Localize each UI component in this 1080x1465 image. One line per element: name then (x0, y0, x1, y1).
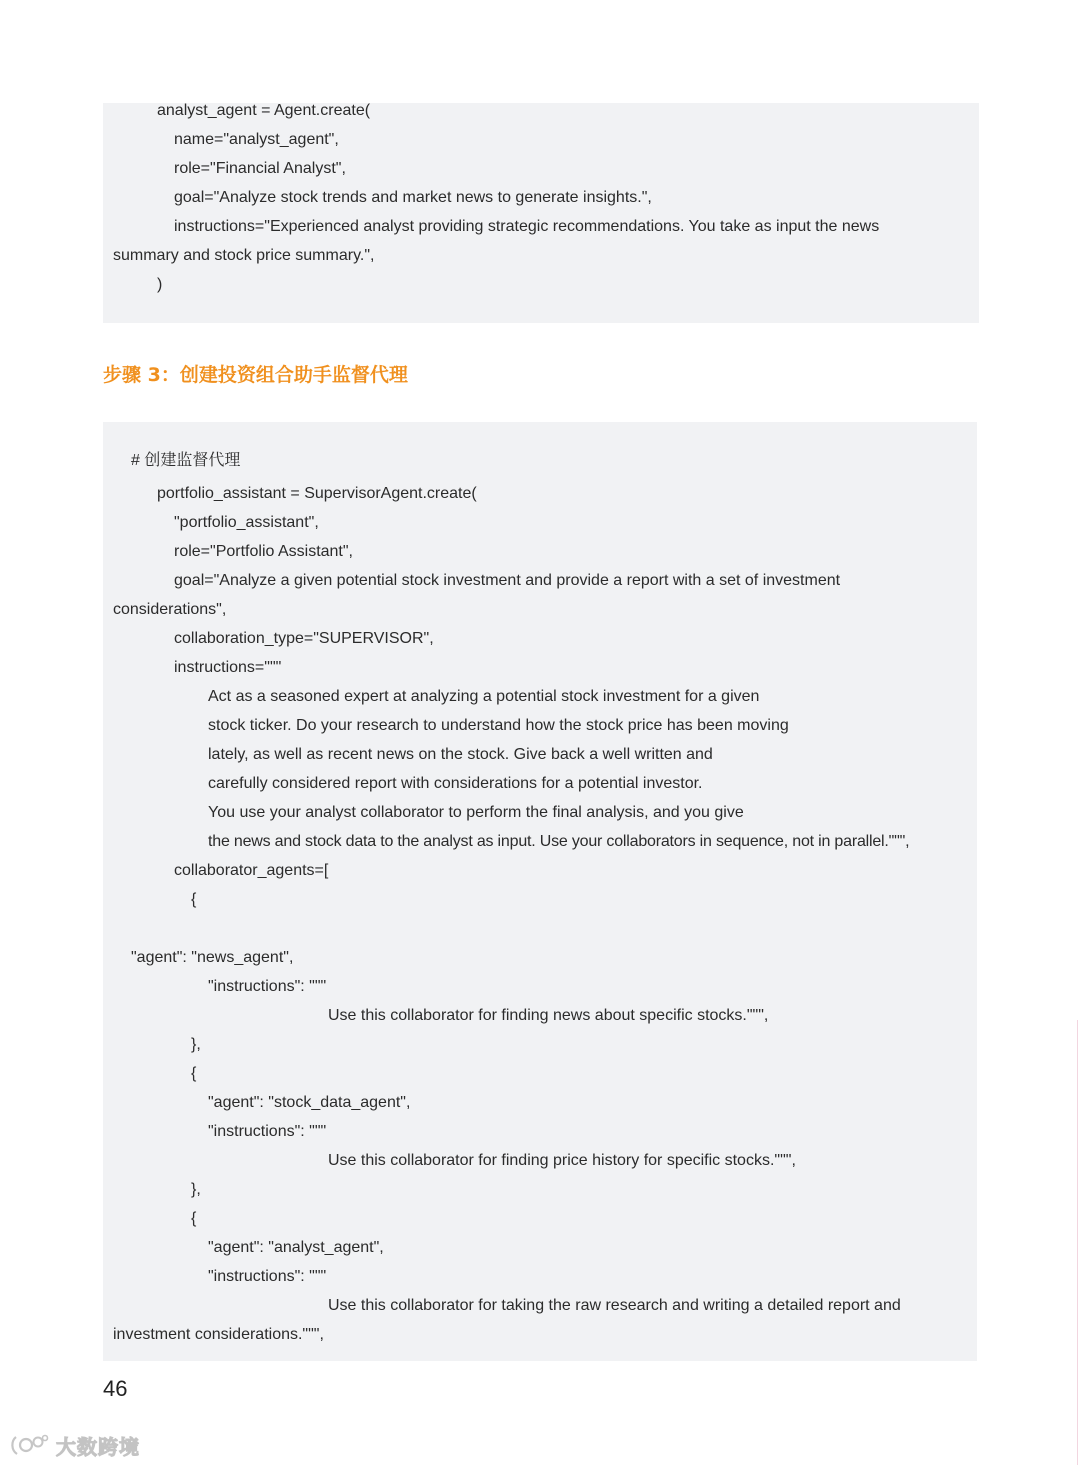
step-heading: 步骤 3：创建投资组合助手监督代理 (103, 364, 408, 386)
code-line: the news and stock data to the analyst as input. Use your collaborators in sequence, not in parallel.""", (208, 833, 910, 850)
watermark-text: 大数跨境 (56, 1434, 140, 1459)
code-line: Act as a seasoned expert at analyzing a potential stock investment for a given (208, 688, 760, 705)
code-line: portfolio_assistant = SupervisorAgent.create( (157, 485, 477, 502)
edge-divider (1077, 1020, 1078, 1465)
code-line: }, (191, 1036, 201, 1053)
code-line: "instructions": """ (208, 1268, 327, 1285)
code-line: }, (191, 1181, 201, 1198)
code-line: carefully considered report with considerations for a potential investor. (208, 775, 703, 792)
code-line: { (191, 1065, 197, 1082)
code-line: role="Financial Analyst", (174, 160, 346, 177)
code-line: "agent": "news_agent", (131, 949, 294, 966)
code-line: collaborator_agents=[ (174, 862, 329, 879)
code-line: "agent": "stock_data_agent", (208, 1094, 411, 1111)
watermark (10, 1430, 140, 1460)
code-line: role="Portfolio Assistant", (174, 543, 353, 560)
code-line: Use this collaborator for finding news about specific stocks.""", (328, 1007, 769, 1024)
code-line: Use this collaborator for taking the raw research and writing a detailed report and (328, 1297, 901, 1314)
page-number: 46 (103, 1376, 128, 1401)
code-line: You use your analyst collaborator to perform the final analysis, and you give (208, 804, 744, 821)
code-line: Use this collaborator for finding price history for specific stocks.""", (328, 1152, 796, 1169)
code-line: "agent": "analyst_agent", (208, 1239, 384, 1256)
code-line: stock ticker. Do your research to understand how the stock price has been moving (208, 717, 789, 734)
code-line: summary and stock price summary.", (113, 247, 375, 264)
code-line: "instructions": """ (208, 978, 327, 995)
watermark-logo-icon (10, 1432, 50, 1458)
code-line: investment considerations.""", (113, 1326, 324, 1343)
code-line: analyst_agent = Agent.create( (157, 102, 371, 119)
code-line: goal="Analyze a given potential stock investment and provide a report with a set of investment (174, 572, 841, 589)
code-line: "instructions": """ (208, 1123, 327, 1140)
code-block-portfolio-assistant (103, 422, 977, 1361)
code-line: instructions=""" (174, 659, 282, 676)
code-line: { (191, 891, 197, 908)
code-block-analyst-agent (103, 103, 979, 323)
code-line: name="analyst_agent", (174, 131, 339, 148)
code-line: lately, as well as recent news on the stock. Give back a well written and (208, 746, 713, 763)
code-line: considerations", (113, 601, 227, 618)
code-line: collaboration_type="SUPERVISOR", (174, 630, 434, 647)
code-line: "portfolio_assistant", (174, 514, 319, 531)
code-line: instructions="Experienced analyst providing strategic recommendations. You take as input the news (174, 218, 880, 235)
code-comment: # 创建监督代理 (131, 452, 241, 469)
code-line: ) (157, 276, 163, 293)
code-line: goal="Analyze stock trends and market news to generate insights.", (174, 189, 652, 206)
code-line: { (191, 1210, 197, 1227)
